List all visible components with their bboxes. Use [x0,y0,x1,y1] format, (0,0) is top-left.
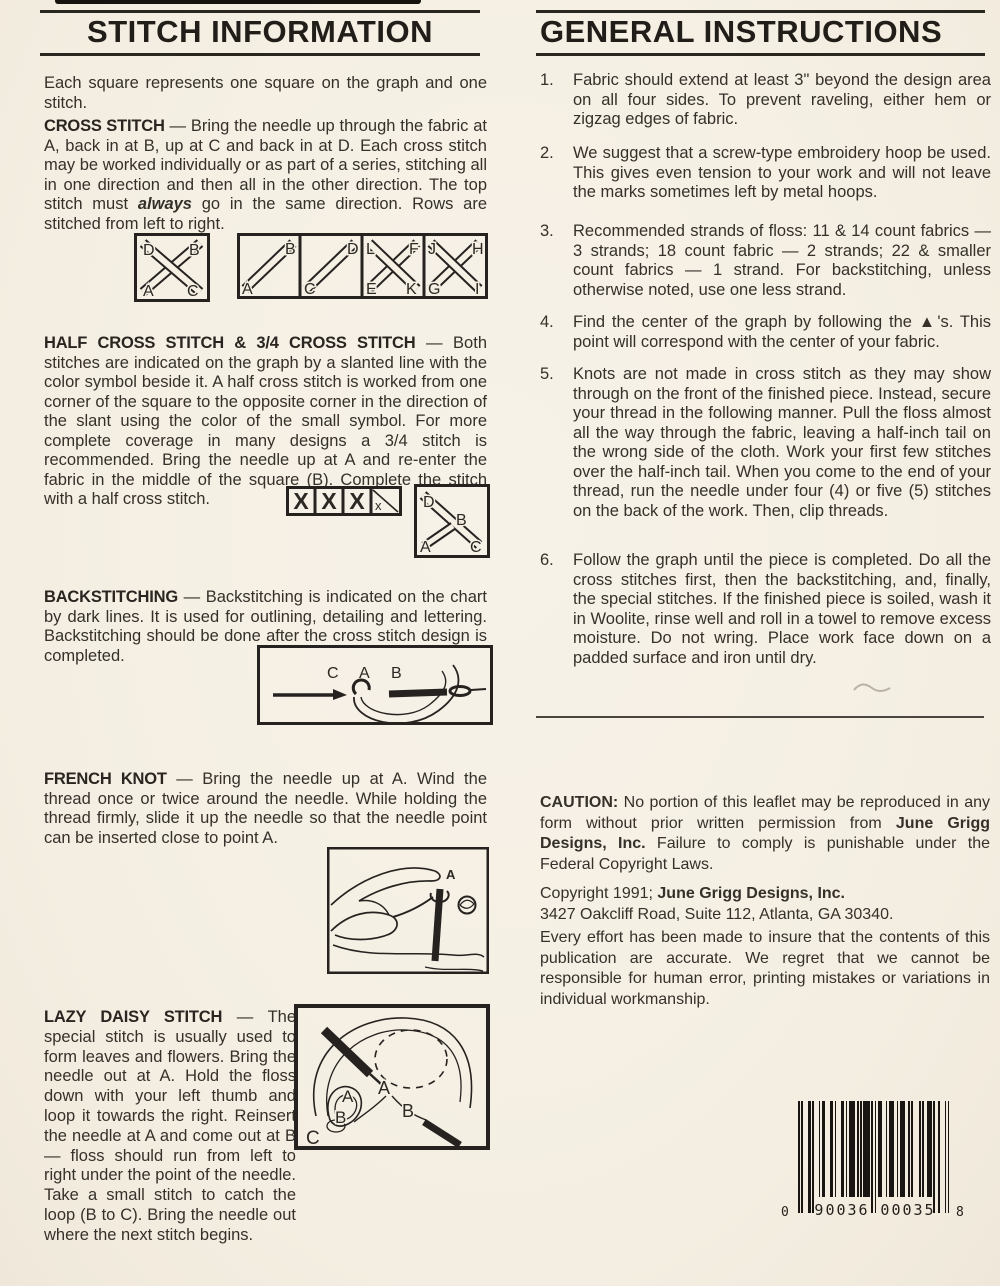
item-text: Recommended strands of floss: 11 & 14 count fabrics — 3 strands; 18 count fabric — 2 strands; 22 & smaller count fabrics — 1 strand. For backstitching, unless otherwise noted, use one less strand. [573,222,991,299]
item-number: 1. [540,71,554,89]
french-knot-dash: — [166,770,203,788]
cross-stitch-body-end: go in the same direction. Rows are stitched from left to right. [44,195,487,233]
half-cross-body: Both stitches are indicated on the graph by a slanted line with the color symbol beside it. A half cross stitch is worked from one corner of the square to the opposite corner in the direction of the slant using the color of the small symbol. For more complete coverage in many designs a 3/4 stitch is recommended. Bring the needle up at A and re-enter the fabric in the middle of the square (B). Complete the stitch with a half cross stitch. [44,334,487,508]
daisy-label-a-petal: A [342,1087,354,1106]
item-text: Knots are not made in cross stitch as they may show through on the front of the finished piece. Instead, secure your thread in the following manner. Pull the floss almost all the way through the fabric, leaving a half-inch tail on the wrong side of the cloth. Work your first few stitches over the half-inch tail. When you come to the end of your thread, run the needle under four (4) or five (5) stitches on the back of the work. Then, clip threads. [573,365,991,520]
backstitching-heading: BACKSTITCHING [44,588,178,606]
caution-body: No portion of this leaflet may be reproduced in any form without prior written permission from [540,794,990,832]
x-symbol-1: X [293,488,309,514]
lazy-daisy-body: The special stitch is usually used to form leaves and flowers. Bring the needle out at A. Hold the floss down with your left thumb and loop it towards the right. Reinsert the needle at A and come out at B — floss should run from left to right under the point of the needle. Take a small stitch to catch the loop (B to C). Bring the needle out where the next stitch begins. [44,1008,296,1244]
backstitching-dash: — [177,588,206,606]
half-cross-heading: HALF CROSS STITCH & 3/4 CROSS STITCH [44,334,416,352]
right-column-divider [536,716,984,718]
scan-artifact [55,0,421,4]
caution-body-end: Failure to comply is punishable under the Federal Copyright Laws. [540,835,990,873]
french-knot-body: Bring the needle up at A. Wind the thread once or twice around the needle. While holding the thread firmly, slide it up the needle so that the needle point can be inserted close to point A. [44,770,487,847]
item-number: 6. [540,551,554,569]
item-number: 5. [540,365,554,383]
lazy-daisy-illustration [294,1004,490,1150]
right-title-rule-top [536,10,985,13]
series-label-h: H [472,241,484,258]
series-label-k: K [406,281,417,298]
cross-stitch-body: Bring the needle up through the fabric at A, back in at B, up at C and back in at D. Each cross stitch may be worked individually or as part of a series, stitching all in one direction and then all in the other direction. The top stitch must [44,117,487,213]
barcode-left-digit: 0 [781,1205,789,1220]
copyright-prefix: Copyright 1991; [540,885,658,902]
series-label-j: J [428,241,436,258]
cross-stitch-series-diagram [237,233,488,299]
series-label-a: A [242,281,253,298]
lazy-daisy-heading: LAZY DAISY STITCH [44,1008,223,1026]
right-title-rule-bottom [536,53,985,56]
series-label-b: B [285,241,296,258]
x-symbol-2: X [321,488,337,514]
daisy-label-a-center: A [378,1078,391,1098]
lazy-daisy-paragraph [44,1008,296,1246]
three-quarter-stitch-diagram [414,484,490,558]
barcode-group-1: 90036 [814,1201,870,1219]
item-text: Fabric should extend at least 3" beyond the design area on all four sides. To prevent raveling, either hem or zigzag edges of fabric. [573,71,991,128]
backstitch-label-c: C [327,665,339,682]
cross-stitch-single-square-diagram [134,233,210,303]
disclaimer-paragraph: Every effort has been made to insure that the contents of this publication are accurate. We regret that we cannot be responsible for human error, printing mistakes or variations in individual workmanship. [540,929,990,1008]
caution-label: CAUTION: [540,794,619,811]
item-number: 4. [540,313,554,331]
caution-company-name: June Grigg Designs, Inc. [540,814,991,852]
corner-label-b: B [189,242,200,259]
french-knot-heading: FRENCH KNOT [44,770,167,788]
copyright-block [540,884,990,925]
backstitch-label-b: B [391,665,402,682]
copyright-company-name: June Grigg Designs, Inc. [657,885,845,902]
series-label-f: F [409,241,419,258]
corner-label-d: D [143,242,155,259]
caution-paragraph [540,793,990,875]
series-label-l: L [366,241,375,258]
barcode-group-2: 00035 [880,1201,936,1219]
item-number: 3. [540,222,554,240]
french-knot-illustration [327,847,489,974]
series-label-g: G [428,281,441,298]
lazy-daisy-dash: — [222,1008,268,1026]
barcode-bars [798,1101,949,1213]
item-text: Find the center of the graph by following the ▲'s. This point will correspond with the center of your fabric. [573,313,991,351]
x-symbol-3: X [349,488,365,514]
backstitch-illustration [257,645,493,725]
french-knot-label-a: A [446,867,456,882]
copyright-line-2: 3427 Oakcliff Road, Suite 112, Atlanta, GA 30340. [540,905,894,923]
daisy-label-c: C [306,1128,320,1149]
backstitching-body: Backstitching is indicated on the chart by dark lines. It is used for outlining, detailing and lettering. Backstitching should be done after the cross stitch design is completed. [44,588,487,665]
left-title-rule-bottom [40,53,480,56]
daisy-label-b-petal: B [335,1108,347,1127]
corner-label-c: C [187,283,199,300]
cross-stitch-italic-word: always [137,195,192,213]
tq-label-b: B [456,512,467,529]
cross-stitch-heading: CROSS STITCH [44,117,165,135]
upc-barcode [781,1101,964,1233]
item-text: Follow the graph until the piece is completed. Do all the cross stitches first, then the backstitching, and, finally, the special stitches. If the finished piece is soiled, wash it in Woolite, rinse well and roll in a towel to remove excess moisture. Do not wring. Place work face down on a padded surface and iron until dry. [573,551,991,667]
series-label-e: E [366,281,377,298]
series-label-c: C [304,281,316,298]
half-stitch-symbol: x [375,498,382,513]
cross-stitch-dash: — [164,117,191,135]
corner-label-a: A [143,283,154,300]
scan-squiggle [852,678,892,698]
barcode-right-digit: 8 [956,1205,964,1220]
intro-paragraph: Each square represents one square on the graph and one stitch. [44,74,487,112]
left-title-rule-top [40,10,480,13]
copyright-line-1 [540,884,990,905]
right-column-title: GENERAL INSTRUCTIONS [540,14,943,49]
tq-label-a: A [420,539,431,556]
left-column-title: STITCH INFORMATION [87,14,433,49]
series-label-d: D [347,241,359,258]
item-text: We suggest that a screw-type embroidery hoop be used. This gives even tension to your work and will not leave the marks sometimes left by metal hoops. [573,144,991,201]
cross-stitch-paragraph [44,117,487,234]
item-number: 2. [540,144,554,162]
backstitch-label-a: A [359,665,370,682]
tq-label-d: D [423,494,435,511]
french-knot-paragraph [44,770,487,848]
series-label-i: I [475,281,480,298]
daisy-label-b-right: B [402,1101,415,1121]
half-cross-dash: — [415,334,454,352]
symbol-squares-diagram [286,486,402,516]
tq-label-c: C [470,539,482,556]
